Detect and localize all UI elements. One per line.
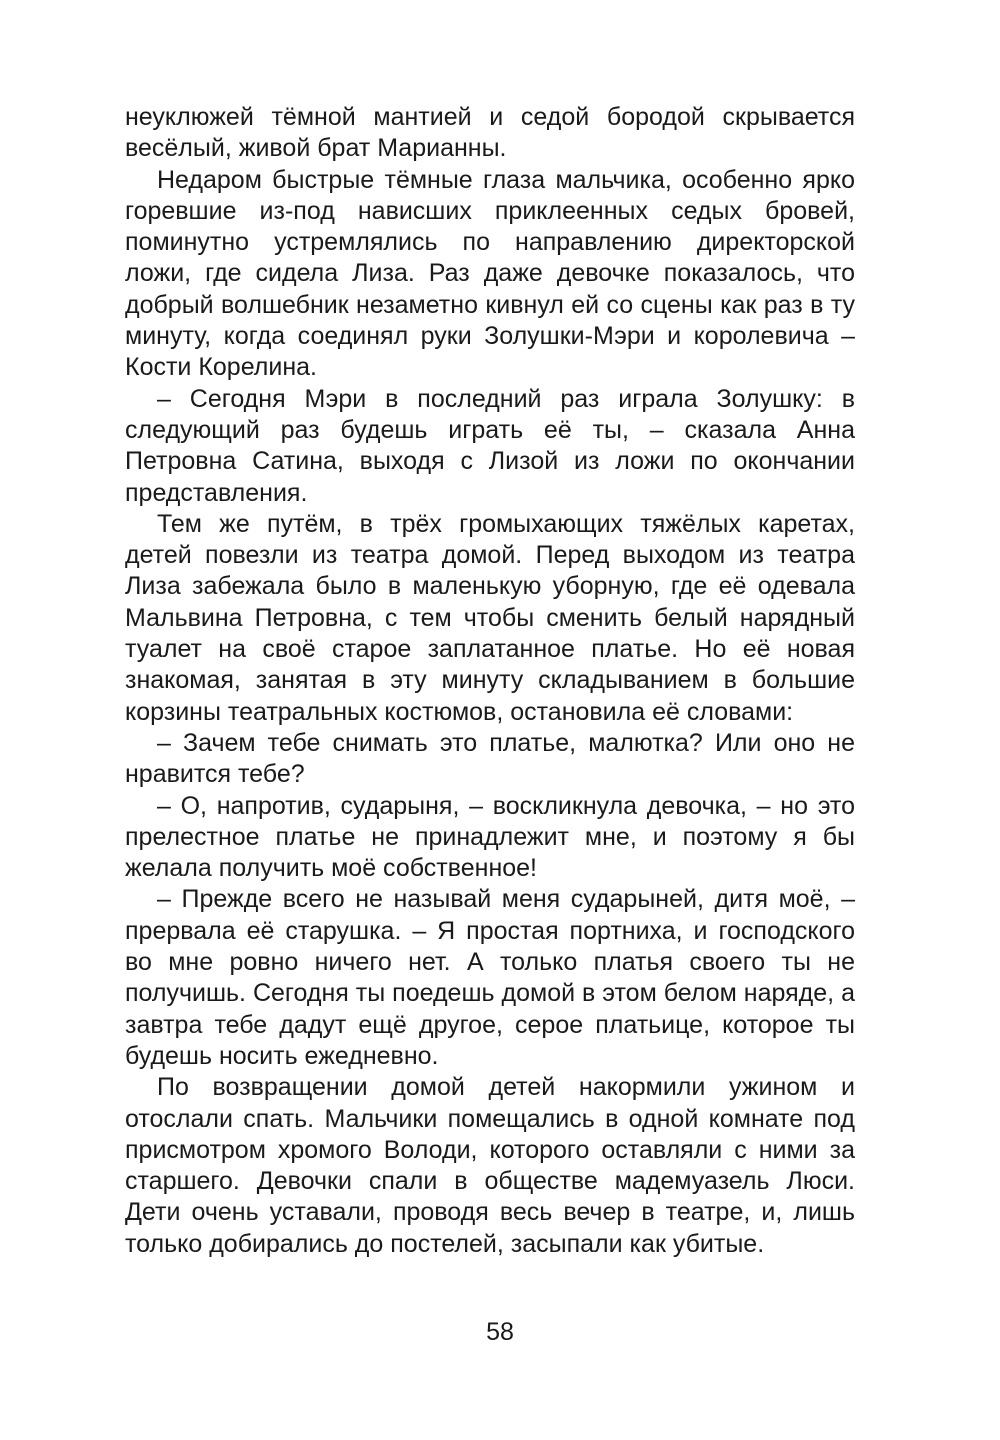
paragraph-1: неуклюжей тёмной мантией и седой бородой скрывается весёлый, живой брат Марианны. <box>125 103 855 163</box>
page-number: 58 <box>486 1318 514 1346</box>
paragraph-7: – Прежде всего не называй меня сударыней, дитя моё, – прервала её старушка. – Я простая портниха, и господского во мне ровно ничего нет. А только платья своего ты не получишь. Сегодня ты поедешь домой в этом белом наряде, а завтра тебе дадут ещё другое, серое платьице, которое ты будешь носить ежедневно. <box>125 885 855 1070</box>
paragraph-5: – Зачем тебе снимать это платье, малютка? Или оно не нравится тебе? <box>125 728 855 789</box>
paragraph-8: По возвращении домой детей накормили ужином и отослали спать. Мальчики помещались в одной комнате под присмотром хромого Володи, которого оставляли с ними за старшего. Девочки спали в обществе мадемуазель Люси. Дети очень уставали, проводя весь вечер в театре, и, лишь только добирались до постелей, засыпали как убитые. <box>125 1073 855 1258</box>
paragraph-3: – Сегодня Мэри в последний раз играла Золушку: в следующий раз будешь играть её ты, – сказала Анна Петровна Сатина, выходя с Лизой из ложи по окончании представления. <box>125 384 855 507</box>
paragraph-2: Недаром быстрые тёмные глаза мальчика, особенно ярко горевшие из-под нависших приклеенных седых бровей, поминутно устремлялись по направлению директорской ложи, где сидела Лиза. Раз даже девочке показалось, что добрый волшебник незаметно кивнул ей со сцены как раз в ту минуту, когда соединял руки Золушки-Мэри и королевича – Кости Корелина. <box>125 165 855 382</box>
paragraph-4: Тем же путём, в трёх громыхающих тяжёлых каретах, детей повезли из театра домой. Перед выходом из театра Лиза забежала было в маленькую уборную, где её одевала Мальвина Петровна, с тем чтобы сменить белый нарядный туалет на своё старое заплатанное платье. Но её новая знакомая, занятая в эту минуту складыванием в большие корзины театральных костюмов, остановила её словами: <box>125 509 855 726</box>
body-text <box>125 102 855 1260</box>
paragraph-6: – О, напротив, сударыня, – воскликнула девочка, – но это прелестное платье не принадлежит мне, и поэтому я бы желала получить моё собственное! <box>125 791 855 883</box>
